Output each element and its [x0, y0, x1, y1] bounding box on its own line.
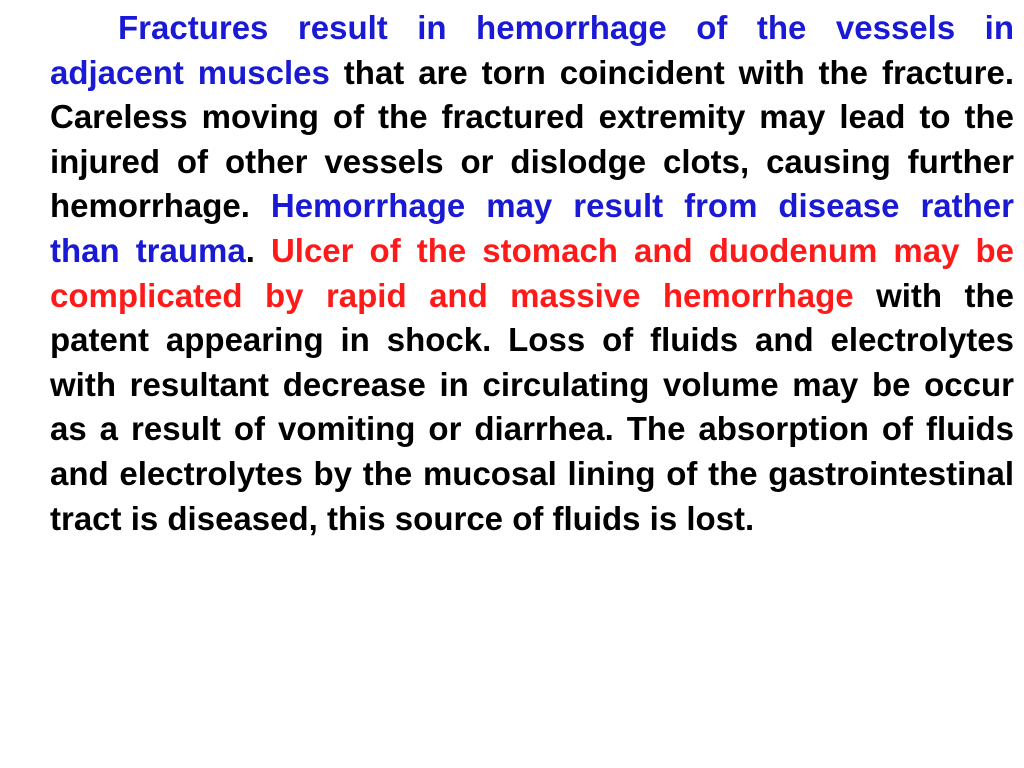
- body-paragraph: [50, 6, 1014, 541]
- highlight-blue-disease: Hemorrhage may result from disease rather than trauma: [50, 187, 1014, 269]
- text-period: .: [245, 231, 271, 269]
- text-torn-vessels: that are torn coincident with the fracture. Careless moving of the fractured extremity may lead to the injured of other vessels or dislodge clots, causing further hemorrhage.: [50, 53, 1014, 225]
- text-shock-fluids: with the patent appearing in shock. Loss of fluids and electrolytes with resultant decrease in circulating volume may be occur as a result of vomiting or diarrhea. The absorption of fluids and electrolytes by the mucosal lining of the gastrointestinal tract is diseased, this source of fluids is lost.: [50, 276, 1014, 537]
- highlight-blue-fractures: Fractures result in hemorrhage of the vessels in adjacent muscles: [50, 9, 1014, 91]
- highlight-red-ulcer: Ulcer of the stomach and duodenum may be complicated by rapid and massive hemorrhage: [50, 231, 1014, 314]
